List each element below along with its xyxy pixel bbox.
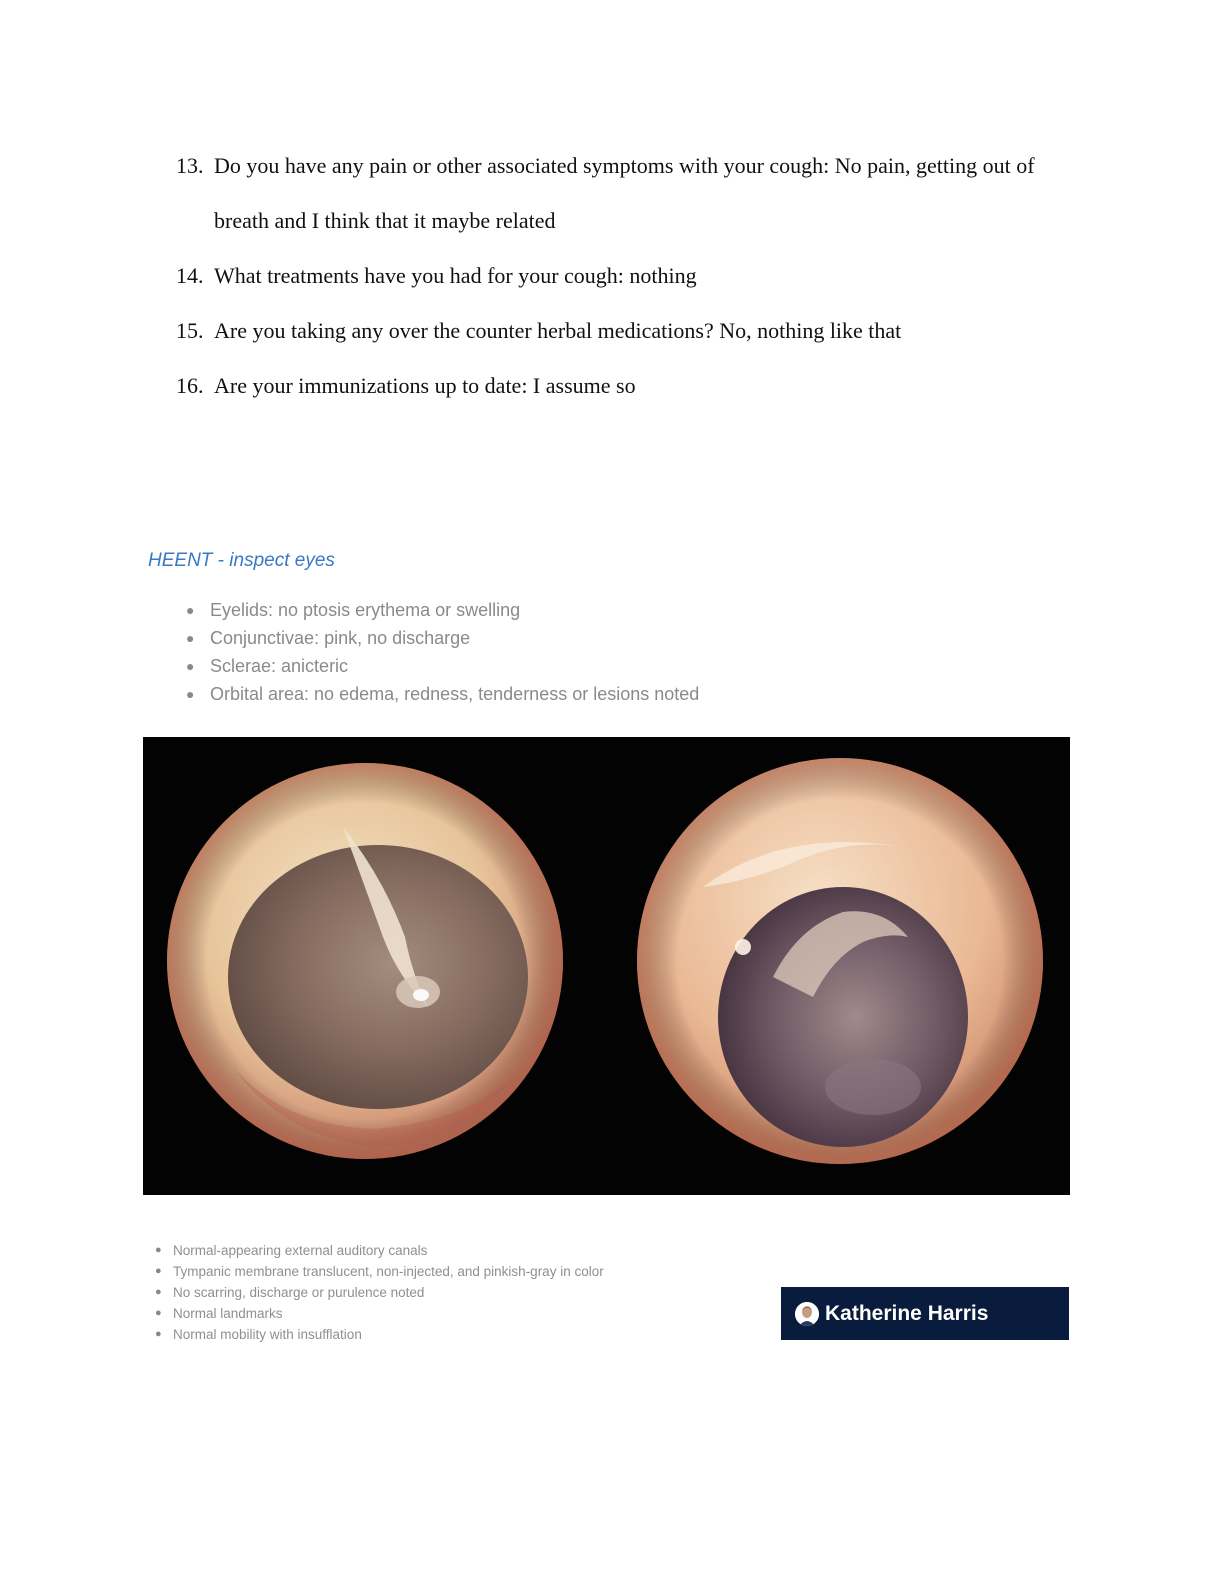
list-item [186, 680, 699, 708]
list-item [155, 1261, 604, 1282]
eye-finding-text: Orbital area: no edema, redness, tenderness or lesions noted [210, 684, 700, 704]
bullet-icon: ● [186, 686, 195, 702]
eye-finding-text: Sclerae: anicteric [210, 656, 349, 676]
ear-finding-text: Normal mobility with insufflation [173, 1327, 362, 1342]
ear-finding-text: No scarring, discharge or purulence noted [173, 1285, 425, 1300]
left-ear-view [167, 763, 563, 1159]
question-text: What treatments have you had for your cough: nothing [214, 263, 697, 288]
question-text: Are you taking any over the counter herbal medications? No, nothing like that [214, 318, 902, 343]
right-ear-view [637, 758, 1043, 1164]
bullet-icon: ● [155, 1244, 162, 1256]
question-number: 16. [176, 373, 204, 398]
question-number: 14. [176, 263, 204, 288]
bullet-icon: ● [155, 1265, 162, 1277]
eye-finding-text: Eyelids: no ptosis erythema or swelling [210, 600, 521, 620]
question-item-14 [176, 248, 1056, 303]
question-item-16 [176, 358, 1056, 413]
ear-finding-text: Normal landmarks [173, 1306, 283, 1321]
person-avatar-icon [795, 1302, 819, 1326]
list-item [155, 1303, 604, 1324]
bullet-icon: ● [155, 1307, 162, 1319]
list-item [155, 1240, 604, 1261]
ear-exam-list [155, 1240, 604, 1345]
ear-finding-text: Tympanic membrane translucent, non-injected, and pinkish-gray in color [173, 1264, 604, 1279]
question-number: 13. [176, 153, 204, 178]
question-item-15 [176, 303, 1056, 358]
otoscope-ear-images [143, 737, 1070, 1195]
list-item [186, 624, 699, 652]
question-text: Do you have any pain or other associated symptoms with your cough: No pain, getting out of breath and I think that it maybe related [214, 153, 1035, 233]
bullet-icon: ● [186, 630, 195, 646]
question-item-13 [176, 138, 1056, 248]
bullet-icon: ● [155, 1286, 162, 1298]
list-item [186, 596, 699, 624]
ear-photo-illustration [143, 737, 1070, 1195]
question-number: 15. [176, 318, 204, 343]
eye-exam-list [186, 596, 699, 708]
bullet-icon: ● [186, 658, 195, 674]
badge-name-text: Katherine Harris [825, 1301, 989, 1325]
name-badge [781, 1287, 1069, 1340]
question-text: Are your immunizations up to date: I assume so [214, 373, 636, 398]
eye-exam-heading: HEENT - inspect eyes [148, 550, 335, 571]
bullet-icon: ● [186, 602, 195, 618]
list-item [155, 1282, 604, 1303]
interview-question-list [176, 138, 1056, 413]
list-item [155, 1324, 604, 1345]
list-item [186, 652, 699, 680]
eye-finding-text: Conjunctivae: pink, no discharge [210, 628, 471, 648]
ear-finding-text: Normal-appearing external auditory canals [173, 1243, 428, 1258]
bullet-icon: ● [155, 1328, 162, 1340]
